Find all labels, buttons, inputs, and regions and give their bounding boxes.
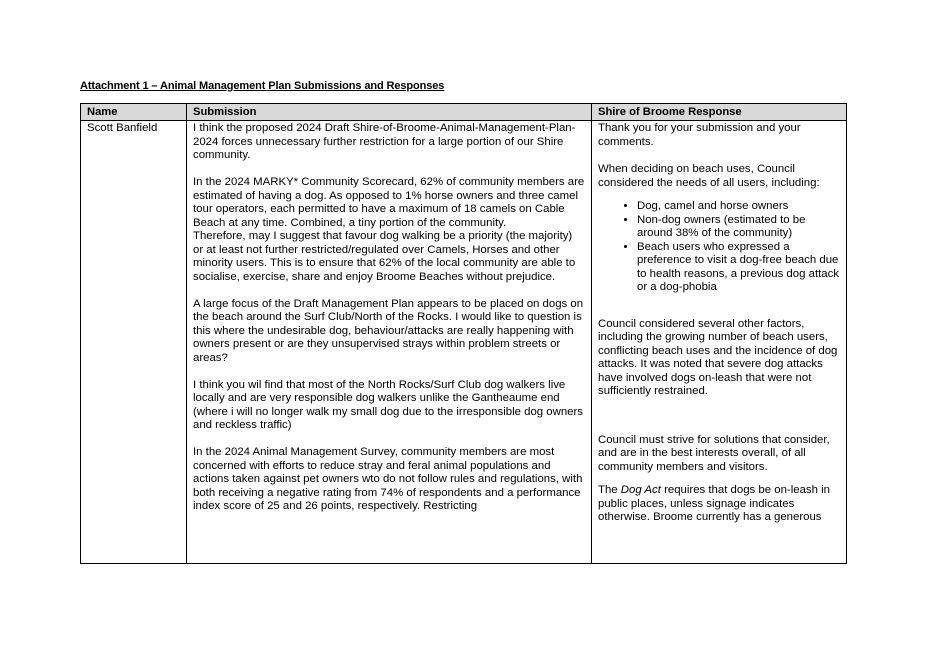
submission-paragraph: In the 2024 MARKY* Community Scorecard, 62% of community members are estimated of having a dog. As opposed to 1% horse owners and three camel tour operators, each permitted to have a maximum of 18 camels on Cable Beach at any time. Combined, a tiny portion of the community. xyxy=(193,176,585,229)
response-paragraph: When deciding on beach uses, Council considered the needs of all users, including: xyxy=(598,163,820,189)
submitter-name: Scott Banfield xyxy=(87,122,158,134)
response-text: The xyxy=(598,484,621,496)
response-paragraph: Council considered several other factors, including the growing number of beach users, conflicting beach uses and the incidence of dog attacks. It was noted that severe dog attacks have involved dogs on-leash that were not sufficiently restrained. xyxy=(598,317,838,397)
response-text: requires that dogs be on-leash in public places, unless signage indicates otherwise. Broome currently has a generous xyxy=(598,484,830,523)
response-bullet-list xyxy=(598,200,840,295)
column-header-response: Shire of Broome Response xyxy=(592,104,847,121)
submission-paragraph: I think the proposed 2024 Draft Shire-of-Broome-Animal-Management-Plan-2024 forces unnecessary further restriction for a large portion of our Shire community. xyxy=(193,122,576,161)
submission-cell xyxy=(187,121,592,564)
response-cell xyxy=(592,121,847,564)
column-header-submission: Submission xyxy=(187,104,592,121)
submission-paragraph: A large focus of the Draft Management Plan appears to be placed on dogs on the beach around the Surf Club/North of the Rocks. I would like to question is this where the undesirable dog, behaviour/attacks are really happening with owners present or are they unsupervised strays within problem streets or areas? xyxy=(193,297,584,364)
submissions-table xyxy=(80,103,847,564)
response-bullet: • Non-dog owners (estimated to be around 38% of the community) xyxy=(637,214,840,241)
response-paragraph xyxy=(598,484,840,525)
response-paragraph: Thank you for your submission and your comments. xyxy=(598,122,801,148)
column-header-name: Name xyxy=(81,104,187,121)
dog-act-reference: Dog Act xyxy=(620,484,661,496)
response-paragraph: Council must strive for solutions that consider, and are in the best interests overall, of all community members and visitors. xyxy=(598,433,830,473)
table-header-row xyxy=(81,104,847,121)
table-row xyxy=(81,121,847,564)
response-bullet: • Beach users who expressed a preference to visit a dog-free beach due to health reasons, a previous dog attack or a dog-phobia xyxy=(637,241,840,295)
submission-paragraph: I think you wil find that most of the North Rocks/Surf Club dog walkers live locally and are very responsible dog walkers unlike the Gantheaume end (where i will no longer walk my small dog due to the irresponsible dog owners and reckless traffic) xyxy=(193,378,584,431)
submission-paragraph: Therefore, may I suggest that favour dog walking be a priority (the majority) or at least not further restricted/regulated over Camels, Horses and other minority users. This is to ensure that 62% of the local community are able to socialise, exercise, share and enjoy Broome Beaches without prejudice. xyxy=(193,230,576,283)
response-bullet: • Dog, camel and horse owners xyxy=(637,200,840,214)
attachment-heading: Attachment 1 – Animal Management Plan Submissions and Responses xyxy=(80,80,445,92)
submitter-name-cell xyxy=(81,121,187,564)
submission-paragraph: In the 2024 Animal Management Survey, community members are most concerned with efforts to reduce stray and feral animal populations and actions taken against pet owners wto do not follow rules and regulations, with both receiving a negative rating from 74% of respondents and a performance index score of 25 and 26 points, respectively. Restricting xyxy=(193,446,583,512)
